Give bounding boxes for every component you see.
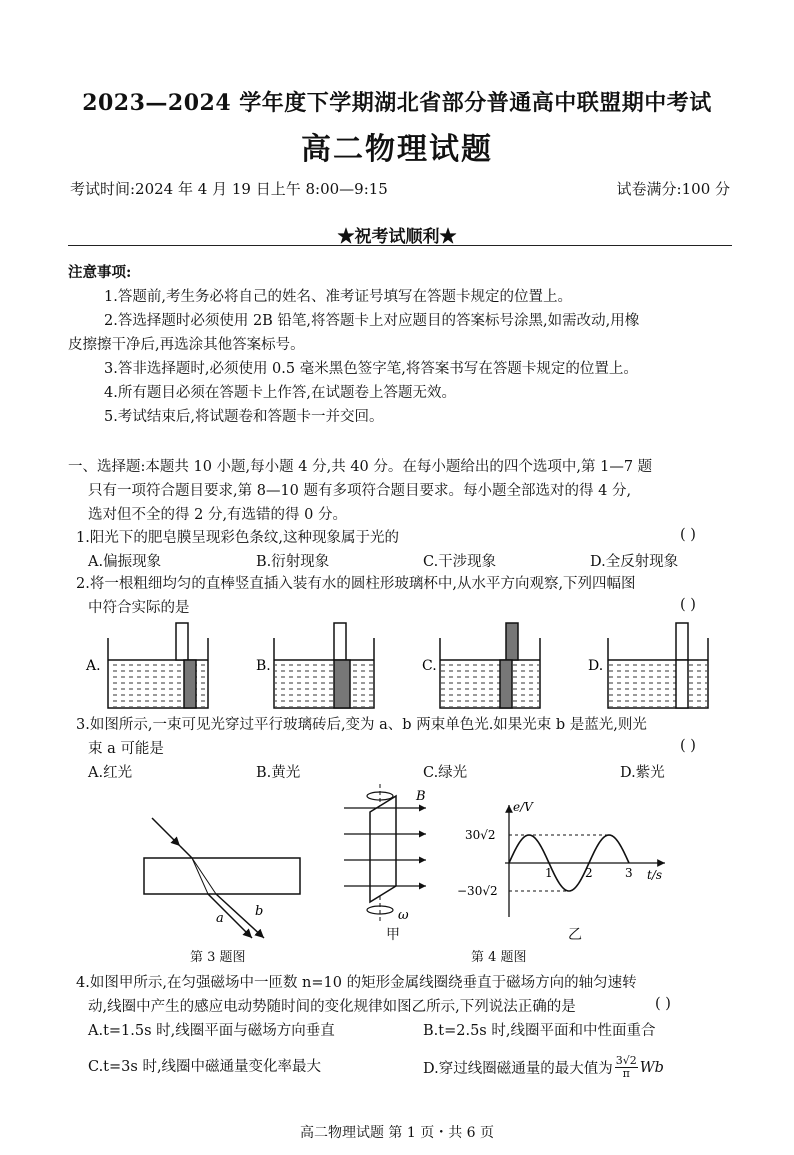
- ray-a: [208, 894, 252, 938]
- fig-yi-label: 乙: [568, 927, 582, 943]
- q1-answer-paren: ( ): [680, 527, 696, 543]
- exam-time: 考试时间:2024 年 4 月 19 日上午 8:00—9:15: [70, 180, 388, 198]
- q3-option-b: B.黄光: [256, 765, 301, 781]
- q3-option-d: D.紫光: [620, 765, 665, 781]
- ray-a-label: a: [216, 911, 224, 926]
- glass-brick: [144, 858, 300, 894]
- fig-jia-label: 甲: [386, 927, 400, 943]
- notice-heading: 注意事项:: [68, 264, 132, 281]
- q4-stem-cont: 动,线圈中产生的感应电动势随时间的变化规律如图乙所示,下列说法正确的是: [88, 999, 576, 1015]
- q2-label-c: C.: [422, 658, 437, 674]
- q2-glass-figures: [80, 620, 740, 710]
- y-axis-label: e/V: [513, 800, 533, 814]
- field-b-label: B: [416, 789, 426, 804]
- fraction-numerator: 3√2: [615, 1054, 637, 1067]
- q4-answer-paren: ( ): [655, 996, 671, 1012]
- q4-option-c: C.t=3s 时,线圈中磁通量变化率最大: [88, 1059, 322, 1075]
- fig3-caption: 第 3 题图: [190, 950, 246, 965]
- notice-item: 2.答选择题时必须使用 2B 铅笔,将答题卡上对应题目的答案标号涂黑,如需改动,用橡: [104, 313, 640, 329]
- q3-option-c: C.绿光: [423, 765, 468, 781]
- q1-option-d: D.全反射现象: [590, 554, 679, 570]
- section-intro: 一、选择题:本题共 10 小题,每小题 4 分,共 40 分。在每小题给出的四个选项中,第 1—7 题: [68, 459, 653, 475]
- q2-figure-c: [422, 623, 540, 708]
- x-tick-label: 2: [585, 866, 593, 880]
- q4-option-b: B.t=2.5s 时,线圈平面和中性面重合: [423, 1023, 656, 1039]
- q3-glass-brick-figure: [140, 810, 310, 950]
- page-footer: 高二物理试题 第 1 页・共 6 页: [299, 1125, 495, 1141]
- exam-title: 2023—2024 学年度下学期湖北省部分普通高中联盟期中考试: [82, 90, 712, 116]
- q3-answer-paren: ( ): [680, 738, 696, 754]
- q2-label-a: A.: [86, 658, 101, 674]
- notice-item: 皮擦擦干净后,再选涂其他答案标号。: [68, 337, 305, 353]
- y-tick-negative: −30√2: [457, 884, 498, 898]
- y-tick-positive: 30√2: [465, 828, 496, 842]
- full-score: 试卷满分:100 分: [616, 180, 730, 198]
- q2-figure-b: [256, 623, 374, 708]
- good-luck-banner: ★祝考试顺利★: [337, 227, 457, 247]
- q2-label-b: B.: [256, 658, 271, 674]
- q3-stem: 3.如图所示,一束可见光穿过平行玻璃砖后,变为 a、b 两束单色光.如果光束 b 是蓝光,则光: [76, 717, 647, 733]
- section-intro: 选对但不全的得 2 分,有选错的得 0 分。: [88, 507, 347, 523]
- incident-ray: [152, 818, 180, 846]
- x-axis-label: t/s: [647, 868, 663, 882]
- q4-option-d-fraction: [615, 1055, 638, 1080]
- q2-figure-a: [85, 623, 208, 708]
- header-divider: [68, 245, 732, 246]
- q4-emf-chart: [455, 795, 675, 920]
- q4-option-d-text: D.穿过线圈磁通量的最大值为: [423, 1061, 613, 1077]
- q2-stem: 2.将一根粗细均匀的直棒竖直插入装有水的圆柱形玻璃杯中,从水平方向观察,下列四幅图: [76, 576, 636, 592]
- q1-option-c: C.干涉现象: [423, 554, 497, 570]
- x-tick-label: 3: [625, 866, 633, 880]
- ray-b-label: b: [255, 904, 264, 919]
- omega-label: ω: [398, 908, 409, 923]
- q2-figure-d: [588, 623, 708, 708]
- q4-option-d-unit: Wb: [639, 1059, 664, 1076]
- q4-stem: 4.如图甲所示,在匀强磁场中一匝数 n=10 的矩形金属线圈绕垂直于磁场方向的轴匀速转: [76, 975, 637, 991]
- q4-coil-figure: [340, 782, 440, 932]
- q2-stem-cont: 中符合实际的是: [88, 600, 190, 616]
- section-intro: 只有一项符合题目要求,第 8—10 题有多项符合题目要求。每小题全部选对的得 4 分,: [88, 483, 632, 499]
- subject-title: 高二物理试题: [301, 132, 493, 167]
- notice-item: 5.考试结束后,将试题卷和答题卡一并交回。: [104, 409, 384, 425]
- notice-item: 4.所有题目必须在答题卡上作答,在试题卷上答题无效。: [104, 385, 456, 401]
- notice-item: 1.答题前,考生务必将自己的姓名、准考证号填写在答题卡规定的位置上。: [104, 289, 572, 305]
- x-tick-label: 1: [545, 866, 553, 880]
- q3-option-a: A.红光: [88, 765, 133, 781]
- q1-option-a: A.偏振现象: [88, 554, 162, 570]
- q4-option-a: A.t=1.5s 时,线圈平面与磁场方向垂直: [88, 1023, 335, 1039]
- q1-option-b: B.衍射现象: [256, 554, 330, 570]
- notice-item: 3.答非选择题时,必须使用 0.5 毫米黑色签字笔,将答案书写在答题卡规定的位置上。: [104, 361, 638, 377]
- fig4-caption: 第 4 题图: [471, 950, 527, 965]
- q3-stem-cont: 束 a 可能是: [88, 741, 164, 757]
- q1-stem: 1.阳光下的肥皂膜呈现彩色条纹,这种现象属于光的: [76, 530, 399, 546]
- q2-label-d: D.: [588, 658, 604, 674]
- q2-answer-paren: ( ): [680, 597, 696, 613]
- q4-option-d: [423, 1055, 664, 1080]
- fraction-denominator: π: [622, 1067, 630, 1080]
